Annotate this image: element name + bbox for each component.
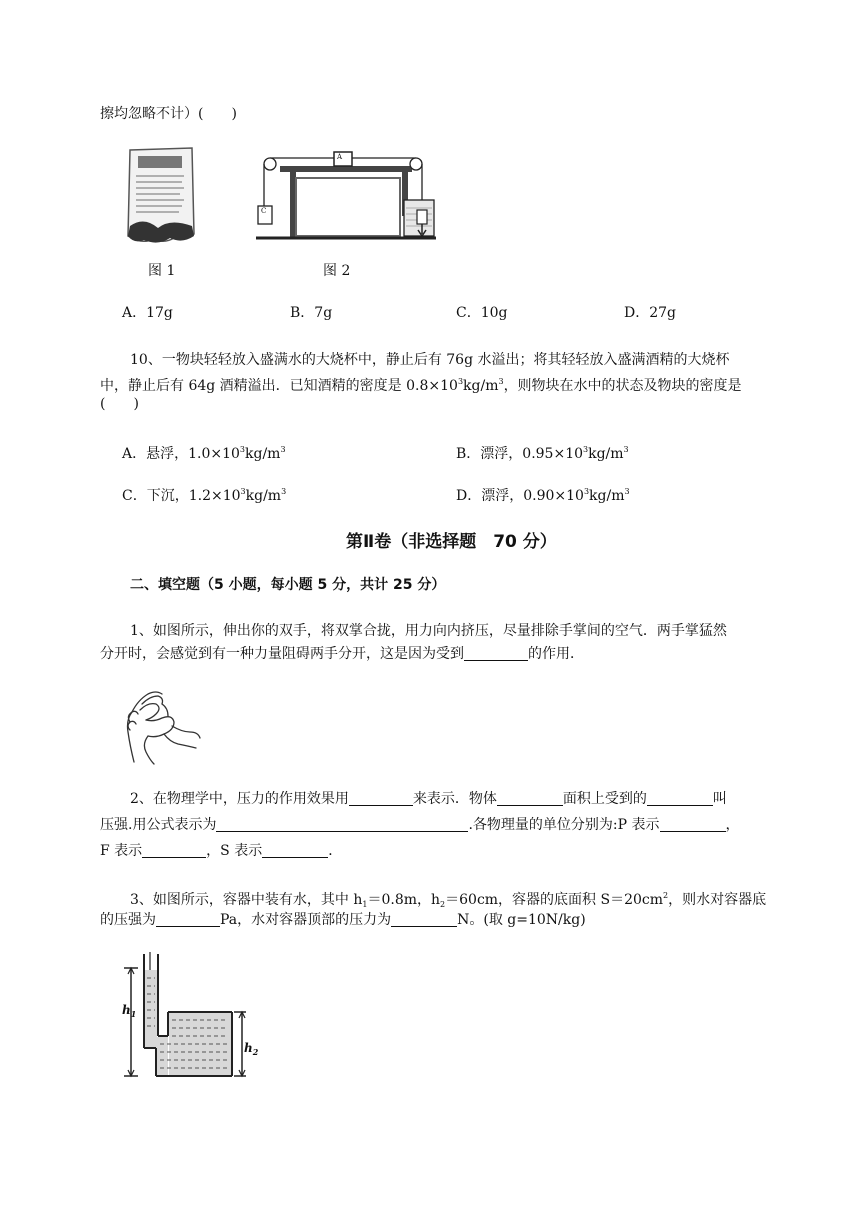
q9-option-c: C．10g [456, 305, 508, 321]
f2-blank-6[interactable] [142, 843, 206, 858]
q10-option-a: A．悬浮，$1.0\times 10^3kg/m^3$ [122, 445, 286, 462]
f2-blank-4[interactable] [216, 817, 468, 832]
fig2-pulley-image [256, 148, 436, 244]
fig1-caption: 图 1 [148, 263, 176, 279]
f1-line1: 1、如图所示，伸出你的双手，将双掌合拢，用力向内挤压，尽量排除手掌间的空气．两手掌猛然 [130, 623, 727, 639]
fig2-caption: 图 2 [323, 263, 351, 279]
fig-h1-label: $h_1$ [122, 1003, 137, 1019]
f2-blank-2[interactable] [497, 791, 563, 806]
part2-title: 第Ⅱ卷（非选择题 70 分） [346, 532, 557, 552]
f2-line1: 2、在物理学中，压力的作用效果用 来表示．物体 面积上受到的 叫 [130, 791, 727, 807]
q10-line1: 10、一物块轻轻放入盛满水的大烧杯中，静止后有 76g 水溢出；将其轻轻放入盛满酒精的大烧杯 [130, 352, 730, 368]
f2-line2: 压强.用公式表示为 .各物理量的单位分别为:P 表示 ， [100, 817, 740, 833]
q10-line2: 中，静止后有 64g 酒精溢出．已知酒精的密度是 $0.8\times 10^3kg/m^3$，则物块在水中的状态及物块的密度是 [100, 377, 742, 394]
f3-blank-2[interactable] [391, 912, 457, 927]
q9-option-a: A．17g [122, 305, 173, 321]
f1-line2: 分开时，会感觉到有一种力量阻碍两手分开，这是因为受到 的作用． [100, 646, 584, 662]
f3-line2: 的压强为 Pa，水对容器顶部的压力为 N。(取 g=10N/kg) [100, 912, 586, 928]
fig2-block-c-label: C [261, 207, 267, 215]
f2-blank-5[interactable] [660, 817, 726, 832]
f2-blank-3[interactable] [647, 791, 713, 806]
section2-title: 二、填空题（5 小题，每小题 5 分，共计 25 分） [130, 577, 446, 593]
f2-blank-7[interactable] [262, 843, 328, 858]
q10-line3: ( ) [100, 396, 139, 412]
q10-option-c: C．下沉，$1.2\times 10^3kg/m^3$ [122, 487, 287, 504]
f3-line1: 3、如图所示，容器中装有水，其中 $h_1=0.8m$，$h_2=60cm$，容器的底面积 $S=20cm^2$，则水对容器底 [130, 891, 767, 909]
f2-line3: F 表示 ，S 表示 ． [100, 843, 343, 859]
q10-option-b: B．漂浮，$0.95\times 10^3kg/m^3$ [456, 445, 629, 462]
q9-tail-text: 擦均忽略不计）( ) [100, 106, 237, 122]
container-water-image [120, 952, 250, 1080]
fig2-block-a-label: A [337, 153, 343, 161]
fig1-bag-image [124, 146, 198, 248]
hands-pressing-image [112, 686, 202, 766]
fig-h2-label: $h_2$ [244, 1041, 259, 1057]
f2-blank-1[interactable] [349, 791, 413, 806]
q9-option-b: B．7g [290, 305, 333, 321]
q10-option-d: D．漂浮，$0.90\times 10^3kg/m^3$ [456, 487, 630, 504]
f3-blank-1[interactable] [156, 912, 220, 927]
q9-option-d: D．27g [624, 305, 677, 321]
f1-blank[interactable] [464, 646, 528, 661]
